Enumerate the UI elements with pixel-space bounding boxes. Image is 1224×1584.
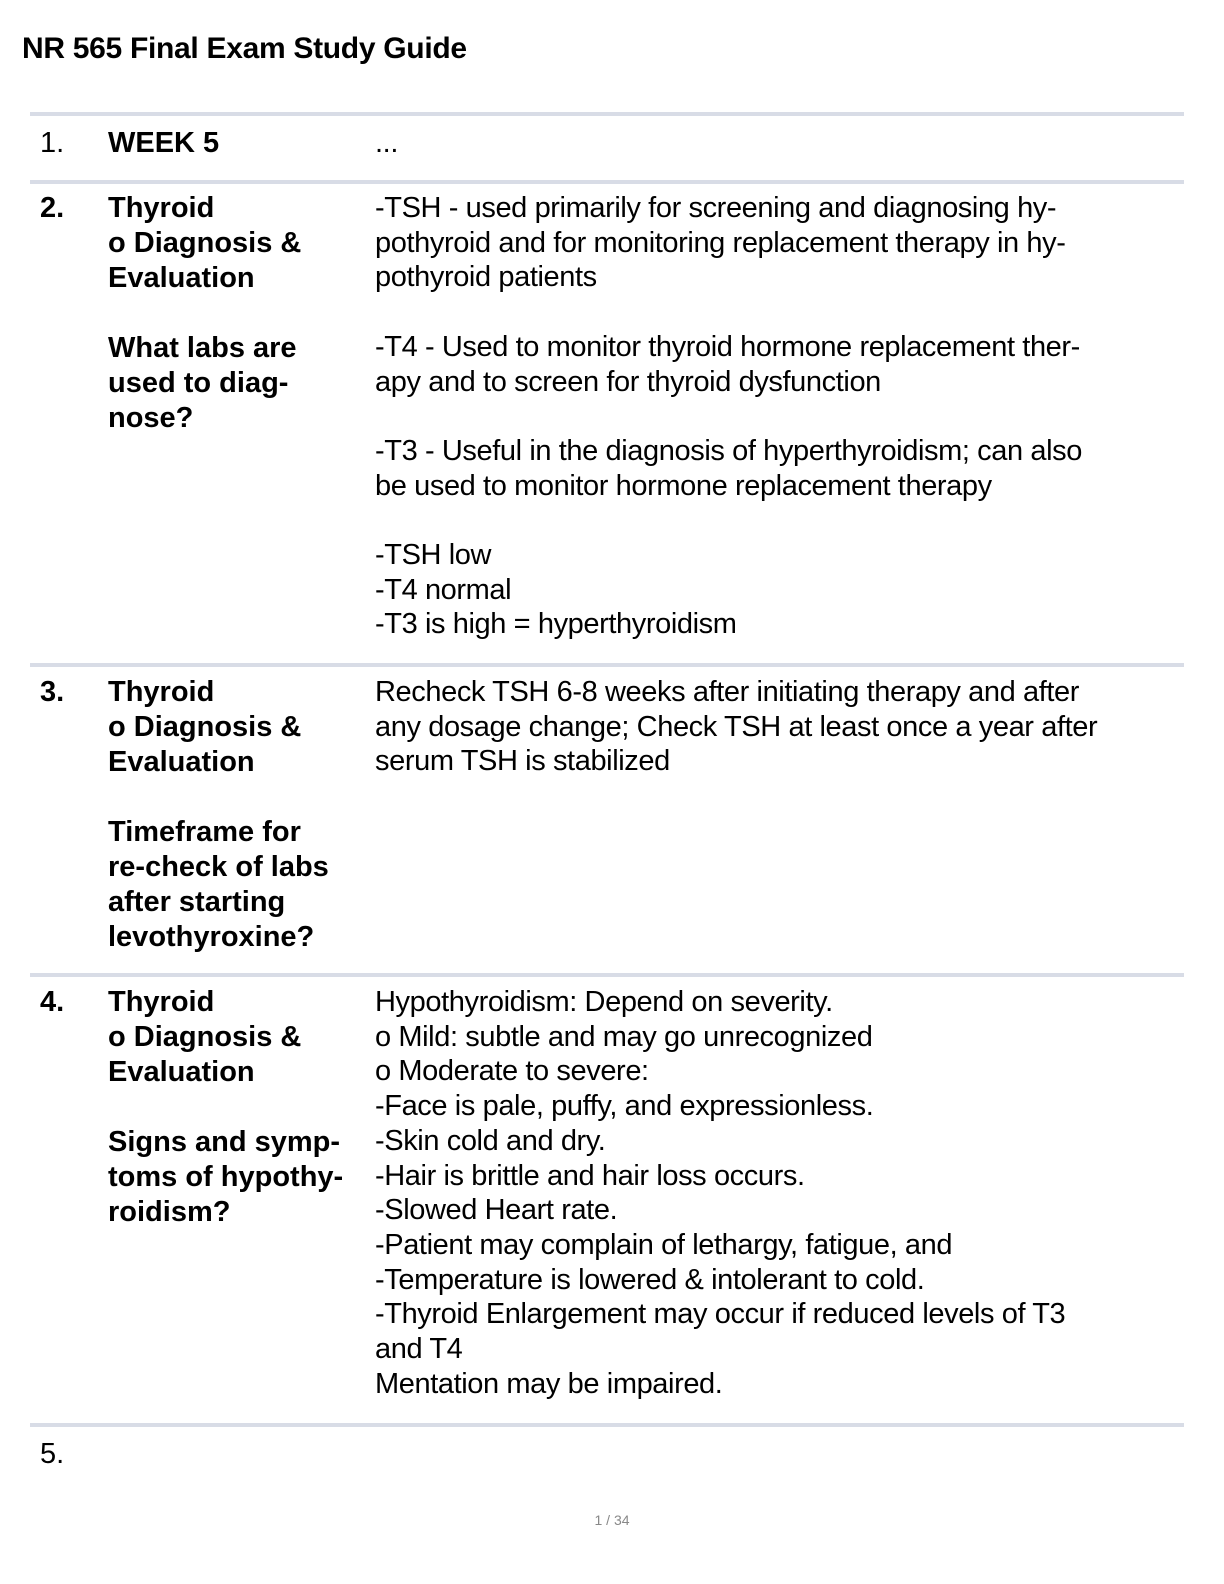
divider [30,112,1184,116]
card-number: 3. [40,676,65,708]
divider [30,663,1184,667]
card-term: Thyroid o Diagnosis & Evaluation Timeframe for re-check of labs after starting levothyroxine? [108,676,329,953]
document-title: NR 565 Final Exam Study Guide [22,32,467,65]
card-number: 4. [40,986,65,1018]
page-indicator: 1 / 34 [594,1512,630,1528]
card-number: 1. [40,127,65,159]
card-number: 5. [40,1438,65,1470]
card-definition: -TSH - used primarily for screening and diagnosing hy- pothyroid and for monitoring replacement therapy in hy- pothyroid patients -T4 - Used to monitor thyroid hormone replacement ther- apy and to screen for thyroid dysfunction -T3 - Useful in the diagnosis of hyperthyroidism; can also be used to monitor hormone replacement therapy -TSH low -T4 normal -T3 is high = hyperthyroidism [375,192,1082,641]
card-term: Thyroid o Diagnosis & Evaluation What labs are used to diag- nose? [108,192,302,434]
divider [30,1423,1184,1427]
card-definition: Hypothyroidism: Depend on severity. o Mild: subtle and may go unrecognized o Moderate to severe: -Face is pale, puffy, and expressionless. -Skin cold and dry. -Hair is brittle and hair loss occurs. -Slowed Heart rate. -Patient may complain of lethargy, fatigue, and -Temperature is lowered & intolerant to cold. -Thyroid Enlargement may occur if reduced levels of T3 and T4 Mentation may be impaired. [375,986,1066,1400]
card-term: Thyroid o Diagnosis & Evaluation Signs and symp- toms of hypothy- roidism? [108,986,344,1228]
card-definition: ... [375,127,398,159]
card-number: 2. [40,192,65,224]
divider [30,973,1184,977]
card-definition: Recheck TSH 6-8 weeks after initiating therapy and after any dosage change; Check TSH at least once a year after serum TSH is stabilized [375,676,1098,778]
divider [30,180,1184,184]
card-term: WEEK 5 [108,127,220,159]
